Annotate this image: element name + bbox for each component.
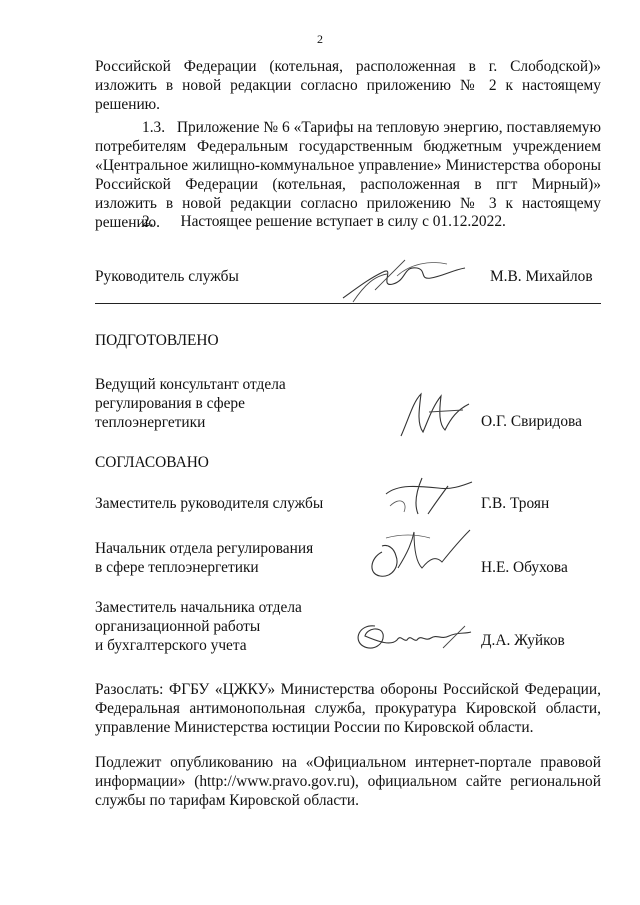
- paragraph-continuation: Российской Федерации (котельная, расположенная в г. Слободской)» изложить в новой редакции согласно приложению № 2 к настоящему решению.: [95, 58, 601, 113]
- prepared-position-line: теплоэнергетики: [95, 414, 206, 431]
- signature-prepared: [395, 388, 475, 442]
- paragraph-item-2: 2. Настоящее решение вступает в силу с 01.12.2022.: [142, 213, 506, 230]
- page-number: 2: [317, 32, 323, 46]
- signature-head: [335, 248, 470, 306]
- signature-agreed-2: [360, 522, 475, 584]
- prepared-position-line: регулирования в сфере: [95, 395, 245, 412]
- agreed-signer-name: Д.А. Жуйков: [481, 632, 565, 649]
- prepared-position-line: Ведущий консультант отдела: [95, 376, 286, 393]
- prepared-name: О.Г. Свиридова: [481, 413, 582, 430]
- agreed-position-line: в сфере теплоэнергетики: [95, 559, 259, 576]
- agreed-position-line: Заместитель руководителя службы: [95, 495, 324, 512]
- paragraph-item-1-3: 1.3. Приложение № 6 «Тарифы на тепловую энергию, поставляемую потребителям Федеральным государственным бюджетным учреждением «Центральное жилищно-коммунальное управление» Министерства обороны Российской Федерации (котельная, расположенная в пгт Мирный)» изложить в новой редакции согласно приложению № 3 к настоящему решению.: [95, 119, 601, 231]
- paragraph-publication: Подлежит опубликованию на «Официальном интернет-портале правовой информации» (http://www.pravo.gov.ru), официальном сайте региональной службы по тарифам Кировской области.: [95, 754, 601, 809]
- signature-rule: [95, 303, 601, 304]
- agreed-position-line: Заместитель начальника отдела: [95, 599, 302, 616]
- agreed-signer-name: Н.Е. Обухова: [481, 559, 568, 576]
- signature-agreed-1: [378, 472, 478, 520]
- agreed-signer-name: Г.В. Троян: [481, 495, 550, 512]
- head-name: М.В. Михайлов: [490, 268, 593, 285]
- head-title: Руководитель службы: [95, 268, 239, 285]
- agreed-position-line: Начальник отдела регулирования: [95, 540, 314, 557]
- prepared-heading: ПОДГОТОВЛЕНО: [95, 332, 219, 349]
- agreed-position-line: организационной работы: [95, 618, 261, 635]
- paragraph-distribution: Разослать: ФГБУ «ЦЖКУ» Министерства обороны Российской Федерации, Федеральная антимонопольная служба, прокуратура Кировской области, управление Министерства юстиции России по Кировской области.: [95, 681, 601, 736]
- signature-agreed-3: [345, 612, 475, 660]
- agreed-position-line: и бухгалтерского учета: [95, 637, 247, 654]
- agreed-heading: СОГЛАСОВАНО: [95, 454, 209, 471]
